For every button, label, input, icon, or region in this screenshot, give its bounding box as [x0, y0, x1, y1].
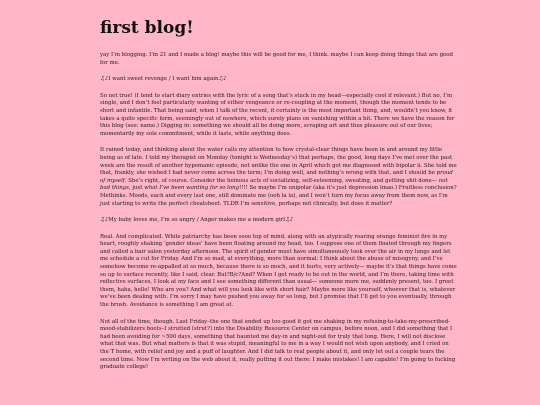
emphasis-wanting: what I’ve been wanting for so long: [144, 185, 240, 192]
emphasis-not-bad: not bad things: [100, 177, 448, 192]
paragraph-2: [100, 147, 458, 208]
paragraph-2-text-d: !!!! So maybe I’m unipolar (aka it’s just depression lmao.) Fruitless conclusion? Methinks. Moods, each and every last one, still dominate me (ooh la la), and I won’t turn my focus away from them now, as I’m just starting to write the perfect cheatsheet. TLDR I’m sensitive, perhaps not clinically, but does it matter?: [100, 185, 457, 207]
paragraph-3: Real. And complicated. While patriarchy has been sooo top of mind, along with an atypically roaring orange feminist fire in my heart, roughly shaking ‘gender ideas’ have been floating around my head, too. I suppose one of them floated through my fingers and called a hair salon yesterday afternoon. The spirit of gender must have simultaneously took over the air in my lungs and let me schedule a cut for Friday. And I’m so mad, at everything, more than normal: I think about the abuse of misogyny, and I’ve somehow become re-appalled at so much, because there is so much, and it hurts, very actively— maybe it’s that things have come so up to surface recently, like I said, clear. But?B/c?And? When I get ready to be out in the world, and I’m there, taking time with reflective surfaces, I look at my face and I see something different than usual— someone more me, suddenly present, too. I greet them, haha, hello! Who are you? And what will you look like with short hair? Maybe more like yourself, whoever that is, whatever we’ve been dealing with. I’m sorry I may have pushed you away for so long, but I promise that I’ll get to you eventually, through the brush. Avoidance is something I am great at.: [100, 233, 457, 309]
post-title: first blog!: [100, 18, 194, 38]
paragraph-2-text-a: It rained today, and thinking about the water calls my attention to how crystal-clear things have been in and around my little being as of late. I told my therapist on Monday (tonight is Wednesday’s) that perhaps, the good, long days I’ve met over the past week are the result of another hypomanic episode, not unlike the one in April which got me diagnosed with bipolar ii. She told me that, frankly, she wished I had never come across the term; I’m doing well, and nothing’s wrong with that, and I should be: [100, 147, 457, 177]
emphasis-proud: proud of myself: [100, 170, 453, 184]
paragraph-2-text-b: . She’s right, of course. Consider the heinous acts of socializing, self-esteeming, sweating, and getting shit done—: [124, 177, 439, 184]
paragraph-1: So not true! (I tend to start diary entries with the lyric of a song that’s stuck in my head—especially cool if relevant.) But no, I’m single, and I don’t feel particularly wanting of either vengeance or re-coupling at the moment, though the moment tends to be short and infantile. That being said, when I talk of the recent, it certainly is the most important thing, and, wouldn’t you know, it takes a quite specific form, seemingly out of nowhere, which surely plans on vanishing within a bit. There we have the reason for this blog (see: name.) Digging in: something we should all be doing more, scraping art and thus pleasure out of our lives; momentarily my sole commitment, while it lasts, while anything does.: [100, 92, 455, 137]
intro-paragraph: yay I’m blogging. I’m 21 and I made a blog! maybe this will be good for me, I think. maybe I can keep doing things that are good for me.: [100, 52, 453, 66]
lyric-line-2: ♫♪My baby loves me, I’m so angry / Anger makes me a modern girl♫♪: [100, 217, 294, 224]
paragraph-2-text-c: , just: [128, 185, 145, 192]
blog-post: [100, 18, 458, 381]
paragraph-4: Not all of the time, though. Last Friday–the one that ended up too good it got me shaking in my refusing-to-take-my-prescribed-mood-stabilizers boots–I strutted (strut?) into the Disability Resource Center on campus, before noon, and I did something that I had been avoiding for ~500 days, something that haunted me day-in and night-out for truly that long. Here, I will not disclose what that was. But what matters is that it was stupid, meaningful to me in a way I would not wish upon anybody, and I cried on the T home, with relief and joy and a puff of laughter. And I did talk to real people about it, and only let out a couple tears the second time. Now I’m writing on the web about it, really putting it out there: I make mistakes! I am capable! I’m going to fucking graduate college!: [100, 318, 456, 371]
lyric-line-1: ♫♪I want sweet revenge / I want him again♫♪: [100, 76, 227, 83]
